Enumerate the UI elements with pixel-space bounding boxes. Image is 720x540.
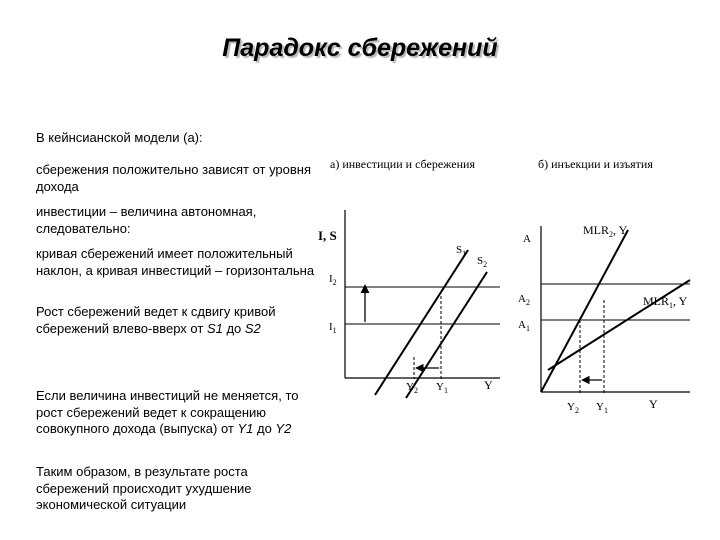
label-i1-main: I <box>329 321 333 333</box>
tick-y1-sub: 1 <box>443 386 448 395</box>
label-mlr2-tail: , Y <box>613 223 628 237</box>
chart-a-caption: а) инвестиции и сбережения <box>330 157 475 171</box>
s1-label: S1 <box>206 320 223 336</box>
tick-y2-main: Y <box>406 381 414 393</box>
label-mlr1 <box>643 294 688 310</box>
label-mlr2-sub: 2 <box>609 230 614 239</box>
label-mlr2 <box>583 223 628 239</box>
tick-b-y2-main: Y <box>567 401 575 413</box>
chart-b <box>518 157 690 415</box>
label-mlr1-main: MLR <box>643 294 670 308</box>
chart-a-x-label: Y <box>484 378 493 392</box>
label-a2-main: A <box>518 293 526 305</box>
y2-label: Y2 <box>275 421 292 436</box>
tick-b-y2 <box>567 401 579 415</box>
label-mlr1-sub: 1 <box>669 301 674 310</box>
text-segment: до <box>222 320 245 336</box>
tick-b-y1 <box>596 401 608 415</box>
label-s1 <box>456 244 466 258</box>
label-i2 <box>329 273 337 287</box>
chart-b-caption: б) инъекции и изъятия <box>538 157 653 171</box>
text-keynesian-model: В кейнсианской модели (а): <box>36 130 203 145</box>
text-conclusion: Таким образом, в результате роста сбережений происходит ухудшение экономической ситуации <box>36 464 252 512</box>
tick-b-y1-main: Y <box>596 401 604 413</box>
label-i2-main: I <box>329 273 333 285</box>
s2-label: S2 <box>244 320 261 336</box>
text-curve-slopes: кривая сбережений имеет положительный наклон, а кривая инвестиций – горизонтальна <box>36 246 315 278</box>
label-a: A <box>523 233 531 245</box>
text-savings-dependence: сбережения положительно зависят от уровня дохода <box>36 162 312 194</box>
label-s2 <box>477 255 487 269</box>
tick-y1-main: Y <box>436 381 444 393</box>
label-a1 <box>518 319 530 333</box>
chart-a <box>318 157 500 398</box>
chart-b-x-label: Y <box>649 397 658 411</box>
text-segment: Рост сбережений ведет к сдвигу кривой сбережений влево-вверх от <box>36 304 276 336</box>
tick-y1 <box>436 381 448 395</box>
label-s2-main: S <box>477 255 484 267</box>
text-investment-autonomous: инвестиции – величина автономная, следовательно: <box>36 204 257 236</box>
label-i1 <box>329 321 337 335</box>
line-mlr2 <box>541 230 628 392</box>
tick-b-y1-sub: 1 <box>603 406 608 415</box>
chart-a-y-label: I, S <box>318 228 337 243</box>
label-a1-sub: 1 <box>525 324 530 333</box>
slide-title: Парадокс сбережений <box>222 34 498 62</box>
label-mlr1-tail: , Y <box>673 294 688 308</box>
label-s2-sub: 2 <box>483 260 488 269</box>
label-a2-sub: 2 <box>525 298 530 307</box>
label-i2-sub: 2 <box>332 278 337 287</box>
tick-y2-sub: 2 <box>413 386 418 395</box>
label-s1-main: S <box>456 244 463 256</box>
label-i1-sub: 1 <box>332 326 337 335</box>
label-a1-main: A <box>518 319 526 331</box>
label-a2 <box>518 293 530 307</box>
line-s2 <box>406 272 487 398</box>
tick-b-y2-sub: 2 <box>574 406 579 415</box>
text-segment: до <box>253 421 276 436</box>
label-s1-sub: 1 <box>462 249 467 258</box>
text-segment: Если величина инвестиций не меняется, то рост сбережений ведет к сокращению совокупного дохода (выпуска) от <box>36 388 299 436</box>
label-mlr2-main: MLR <box>583 223 610 237</box>
y1-label: Y1 <box>237 421 254 436</box>
